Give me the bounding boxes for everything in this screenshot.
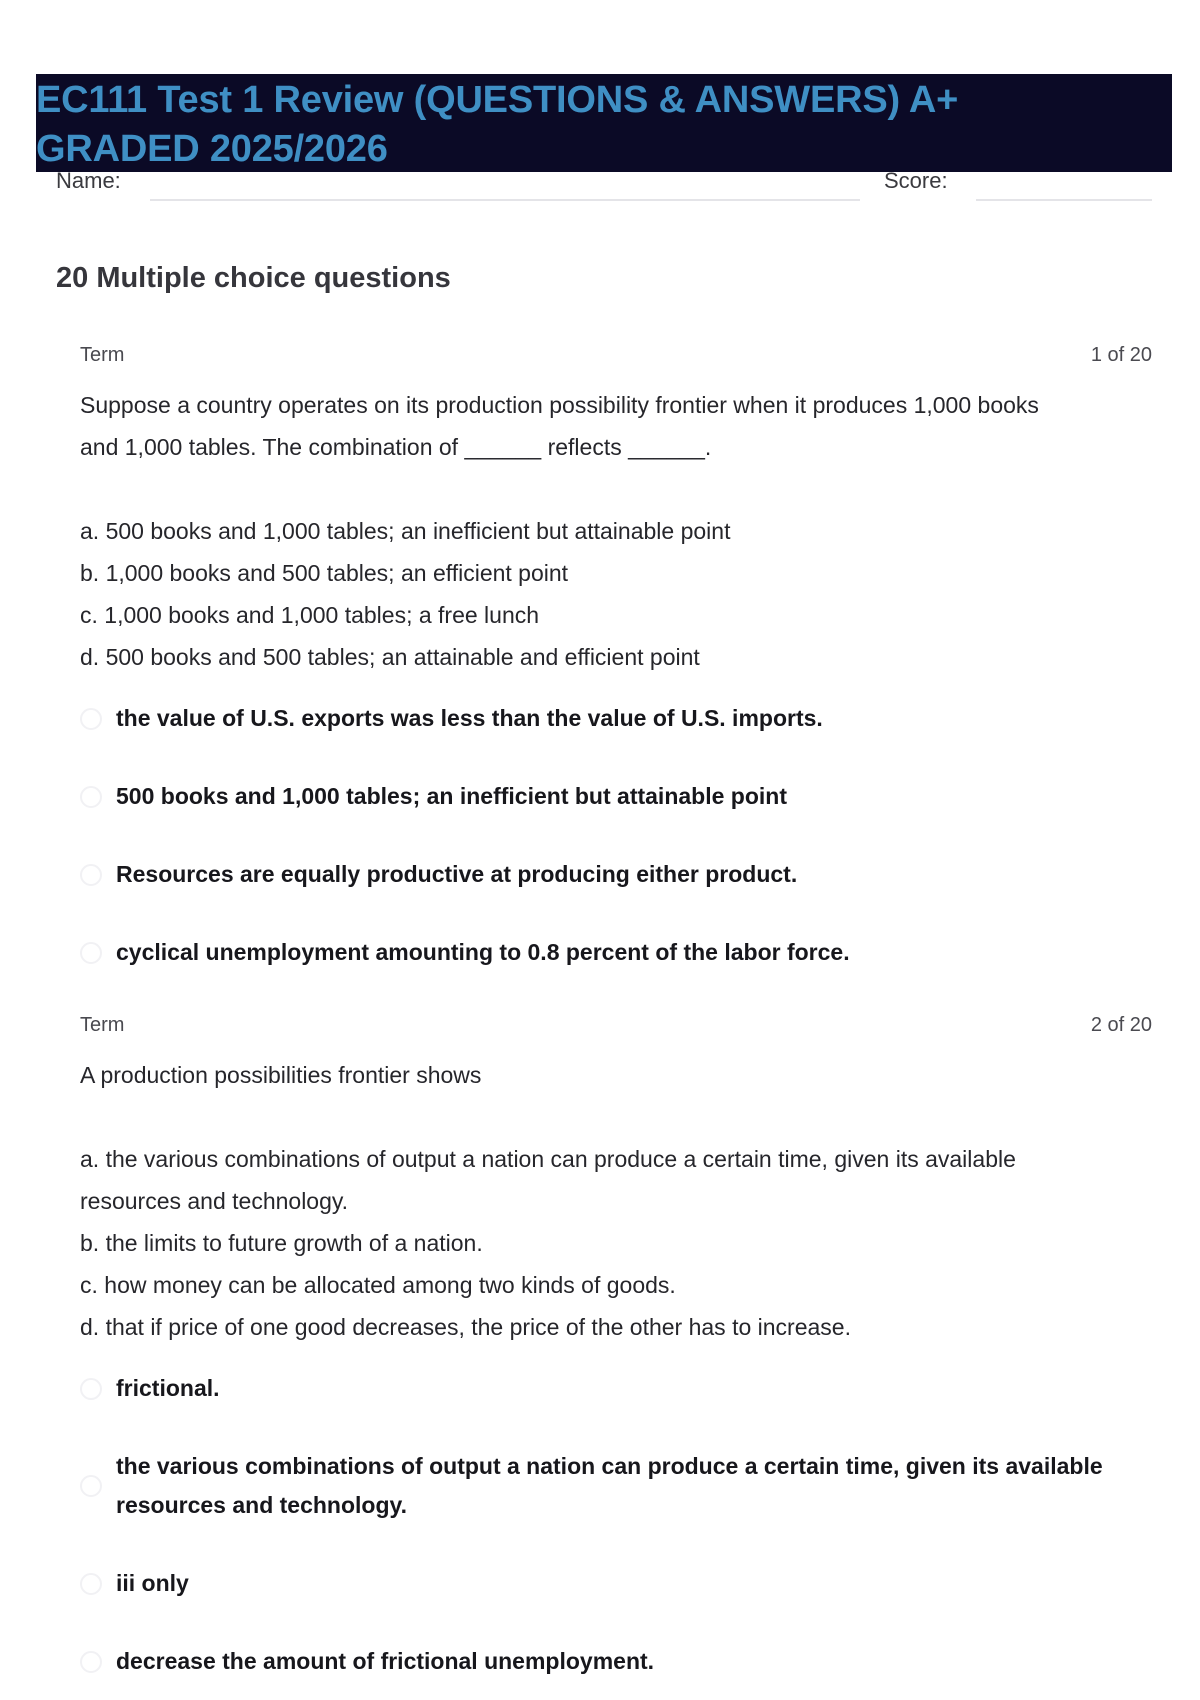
option-text: d. 500 books and 500 tables; an attainable and efficient point <box>80 644 700 670</box>
answer-choice-7[interactable] <box>80 1564 189 1603</box>
option-text: b. 1,000 books and 500 tables; an efficient point <box>80 560 569 586</box>
answer-choice-5[interactable] <box>80 1369 220 1408</box>
score-label: Score: <box>884 168 948 193</box>
term-row <box>80 344 1152 372</box>
option-text: c. 1,000 books and 1,000 tables; a free lunch <box>80 602 540 628</box>
name-field-line[interactable] <box>150 199 860 201</box>
prompt-line: Suppose a country operates on its production possibility frontier when it produces 1,000 books <box>80 392 1039 418</box>
answer-choice-label: cyclical unemployment amounting to 0.8 percent of the labor force. <box>116 939 850 965</box>
answer-choice-label: frictional. <box>116 1375 220 1401</box>
section-title: 20 Multiple choice questions <box>56 262 451 294</box>
document-title-line-1: EC111 Test 1 Review (QUESTIONS & ANSWERS) A+ <box>36 79 959 121</box>
answer-choice-3[interactable] <box>80 855 797 894</box>
answer-choice-label: 500 books and 1,000 tables; an inefficient but attainable point <box>116 783 787 809</box>
answer-choice-label: iii only <box>116 1570 189 1596</box>
option-text: c. how money can be allocated among two kinds of goods. <box>80 1272 676 1298</box>
radio-button-icon[interactable] <box>80 1378 102 1400</box>
radio-button-icon[interactable] <box>80 786 102 808</box>
answer-choice-label: decrease the amount of frictional unemployment. <box>116 1648 655 1674</box>
option-text: d. that if price of one good decreases, the price of the other has to increase. <box>80 1314 851 1340</box>
option-text: a. the various combinations of output a nation can produce a certain time, given its available <box>80 1146 1016 1172</box>
radio-button-icon[interactable] <box>80 864 102 886</box>
radio-button-icon[interactable] <box>80 708 102 730</box>
answer-choice-1[interactable] <box>80 699 823 738</box>
question-card-1 <box>80 344 1152 678</box>
answer-choice-label: the value of U.S. exports was less than the value of U.S. imports. <box>116 705 823 731</box>
term-label: Term <box>80 344 125 366</box>
radio-button-icon[interactable] <box>80 1651 102 1673</box>
answer-choice-label: the various combinations of output a nation can produce a certain time, given its available <box>116 1453 1103 1479</box>
option-text: a. 500 books and 1,000 tables; an inefficient but attainable point <box>80 518 731 544</box>
score-field-line[interactable] <box>976 199 1152 201</box>
answer-choice-6[interactable] <box>80 1447 1176 1525</box>
radio-button-icon[interactable] <box>80 1573 102 1595</box>
prompt-line: and 1,000 tables. The combination of ______ reflects ______. <box>80 434 712 460</box>
title-banner <box>36 74 1172 172</box>
answer-choice-4[interactable] <box>80 933 850 972</box>
option-text: b. the limits to future growth of a nation. <box>80 1230 483 1256</box>
answer-choice-8[interactable] <box>80 1642 654 1681</box>
option-text: resources and technology. <box>80 1188 349 1214</box>
question-counter: 2 of 20 <box>1090 1014 1152 1036</box>
name-label: Name: <box>56 168 121 193</box>
prompt-line: A production possibilities frontier shows <box>80 1062 482 1088</box>
answer-choice-label: resources and technology. <box>116 1492 407 1518</box>
question-counter: 1 of 20 <box>1090 344 1152 366</box>
question-card-2 <box>80 1014 1152 1348</box>
document-title-line-2: GRADED 2025/2026 <box>36 128 388 170</box>
term-row <box>80 1014 1152 1042</box>
term-label: Term <box>80 1014 125 1036</box>
answer-choice-2[interactable] <box>80 777 787 816</box>
question-prompt <box>80 1054 1152 1096</box>
radio-button-icon[interactable] <box>80 1475 102 1497</box>
radio-button-icon[interactable] <box>80 942 102 964</box>
option-list <box>80 510 1152 678</box>
answer-choice-label: Resources are equally productive at producing either product. <box>116 861 798 887</box>
name-score-row <box>0 168 1200 204</box>
option-list <box>80 1138 1152 1348</box>
question-prompt <box>80 384 1152 468</box>
